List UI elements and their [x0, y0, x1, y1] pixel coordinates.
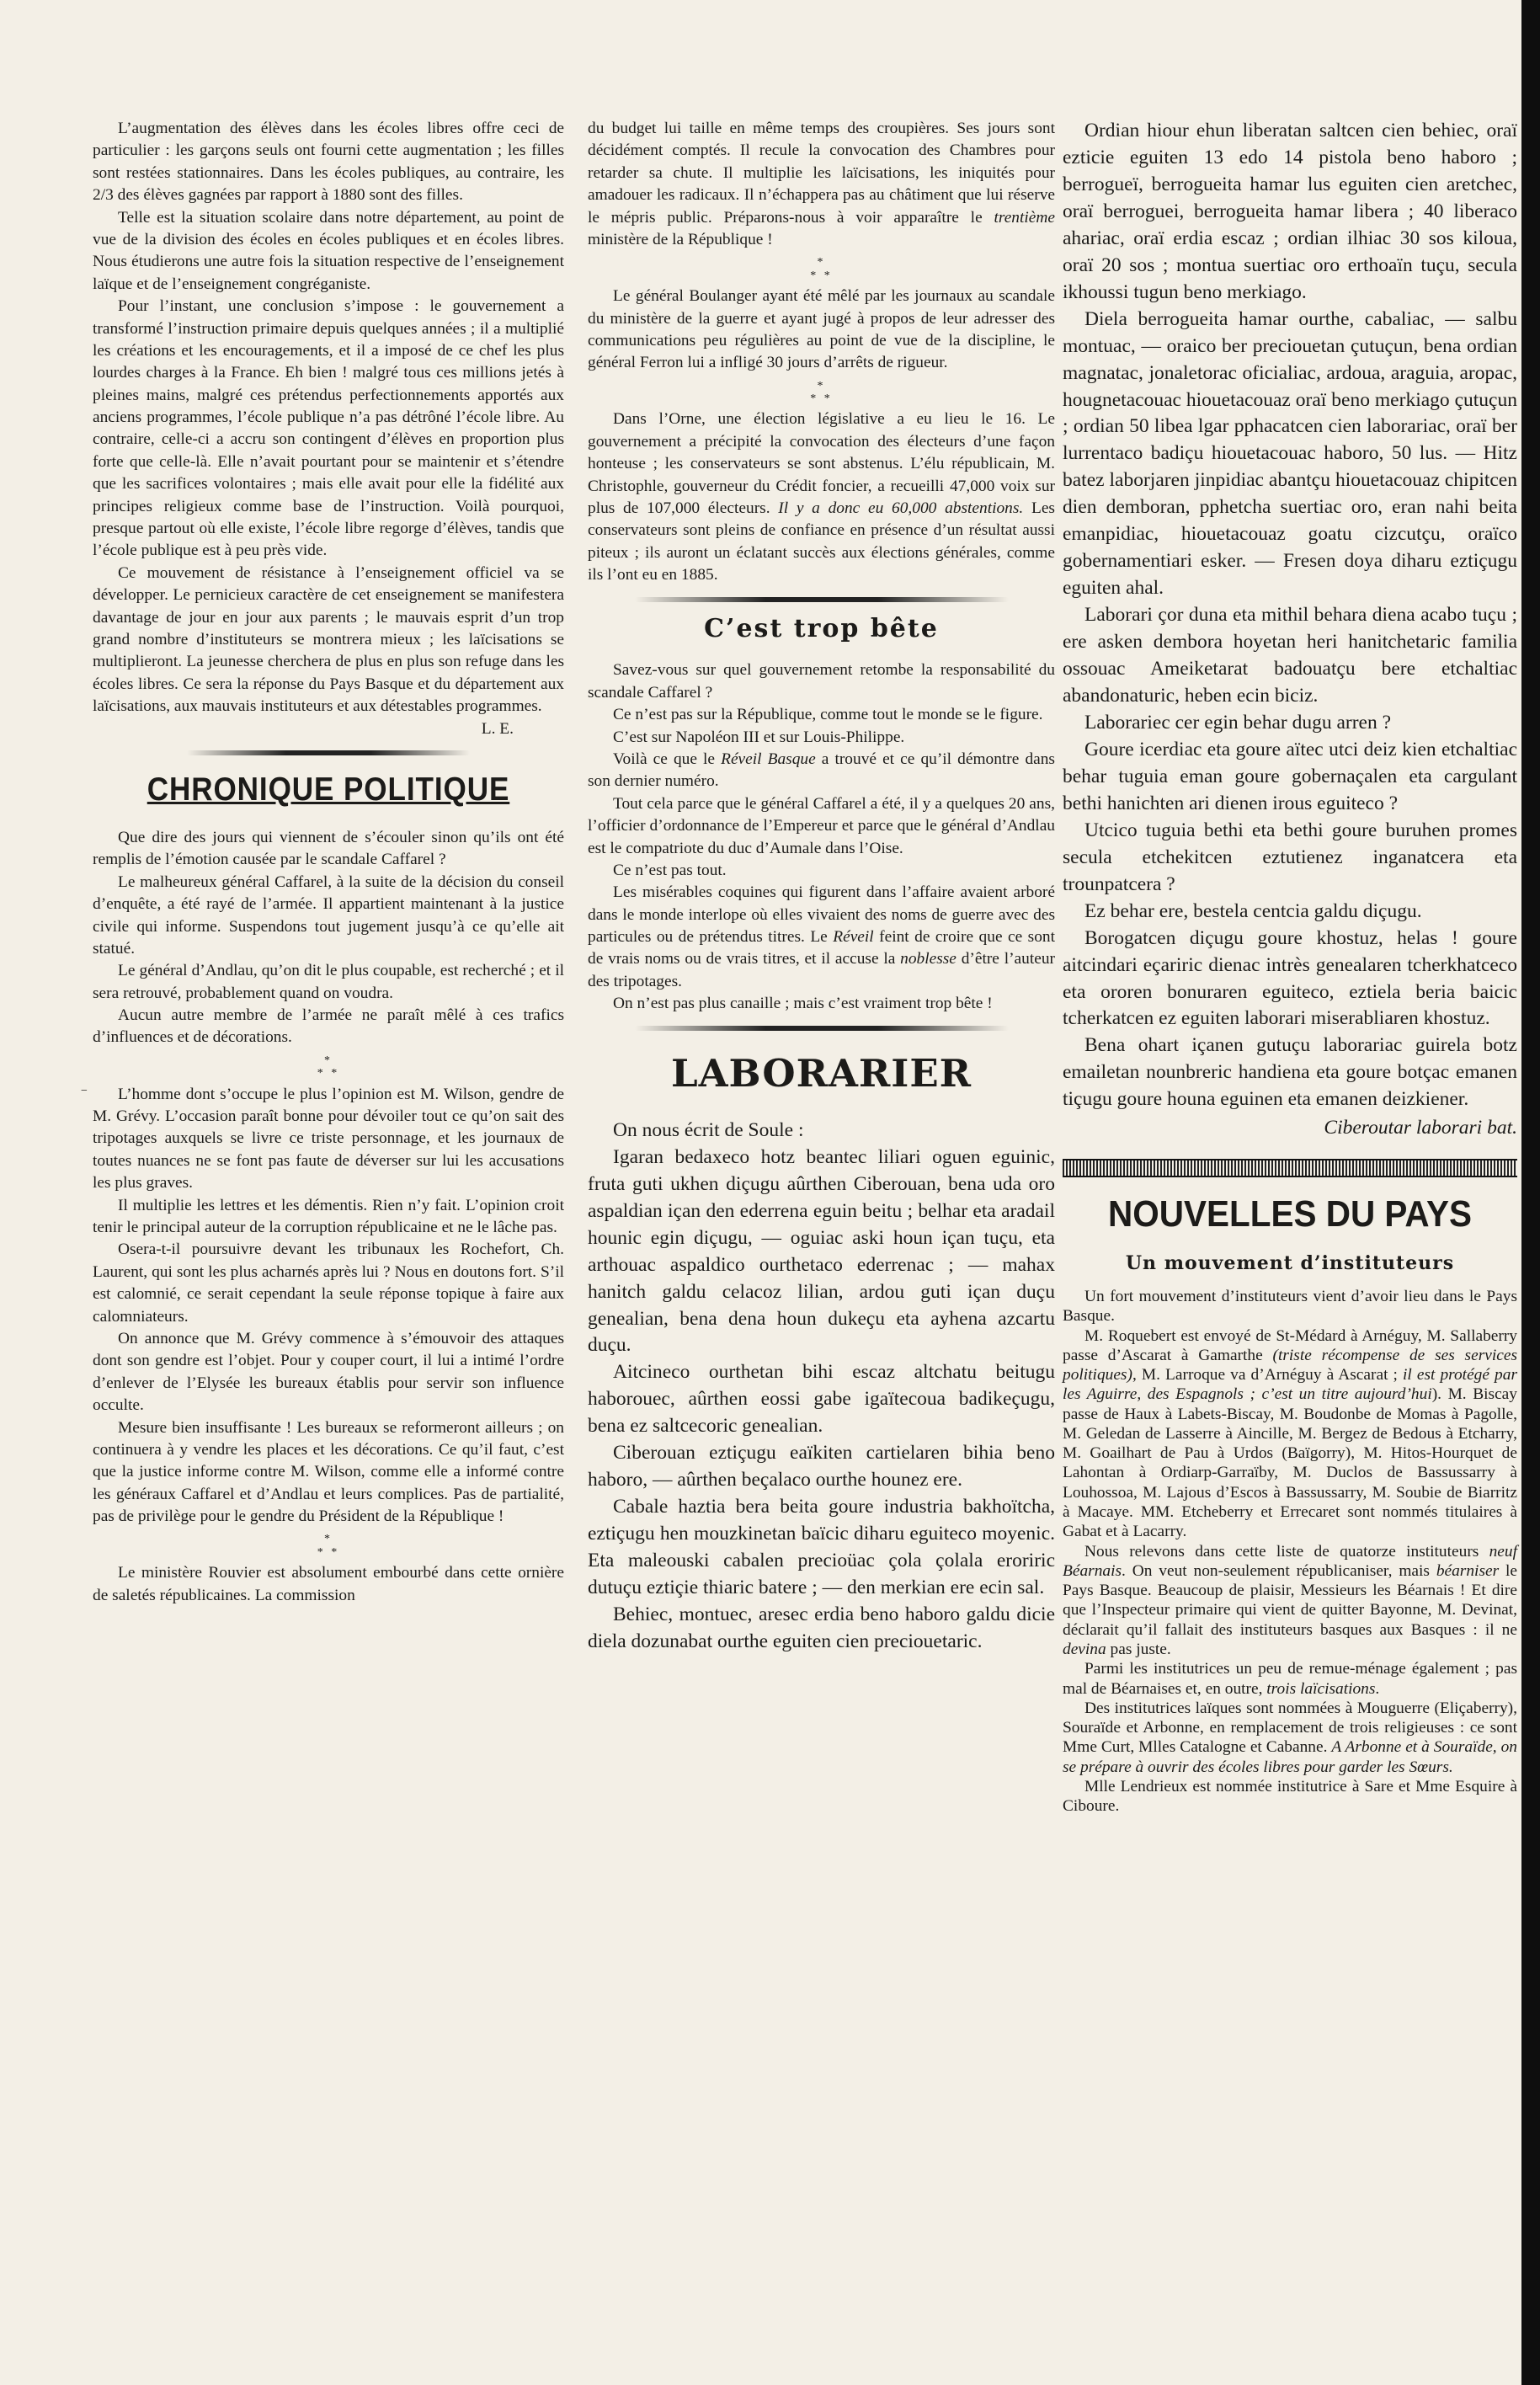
paragraph: Aitcineco ourthetan bihi escaz altchatu beitugu haborouec, aûrthen eossi gabe igaïtecoua badikeçugu, bena ez saltcecoric genealian. — [588, 1361, 1055, 1438]
paragraph: Savez-vous sur quel gouvernement retombe la responsabilité du scandale Caffarel ? — [588, 661, 1055, 702]
paragraph: Goure icerdiac eta goure aïtec utci deiz kien etchaltiac behar tuguia eman goure gobernaçalen eta cargulant bethi hanichten ari dienen irous eguiteco ? — [1063, 738, 1517, 814]
paragraph: Laborariec cer egin behar dugu arren ? — [1084, 711, 1392, 734]
asterism: * * * — [810, 379, 833, 406]
paragraph: Parmi les institutrices un peu de remue-ménage également ; pas mal de Béarnaises et, en outre, trois laïcisations. — [1063, 1660, 1517, 1698]
paragraph: Tout cela parce que le général Caffarel a été, il y a quelques 20 ans, l’officier d’ordonnance de l’Empereur et parce que le général d’Andlau est le compatriote du duc d’Aumale dans l’Oise. — [588, 794, 1055, 857]
paragraph: Voilà ce que le Réveil Basque a trouvé et ce qu’il démontre dans son dernier numéro. — [588, 750, 1055, 791]
paragraph: du budget lui taille en même temps des croupières. Ses jours sont décidément comptés. Il recule la convocation des Chambres pour retarder sa chute. Il multiplie les laïcisations, les iniquités pour amadouer les radicaux. Il n’échappera pas au châtiment que lui réserve le mépris public. Préparons-nous à voir apparaître le trentième ministère de la République ! — [588, 120, 1055, 248]
paragraph: Nous relevons dans cette liste de quatorze instituteurs neuf Béarnais. On veut non-seulement républicaniser, mais béarniser le Pays Basque. Beaucoup de plaisir, Messieurs les Béarnais ! Et dire que l’Inspecteur primaire qui vient de quitter Bayonne, M. Devinat, déclarait qu’il fallait des instituteurs basques aux Basques : il ne devina pas juste. — [1063, 1542, 1517, 1659]
paragraph: Ce mouvement de résistance à l’enseignement officiel va se développer. Le pernicieux caractère de cet enseignement se manifestera davantage de jour en jour aux parents ; le mauvais esprit d’un trop grand nombre d’instituteurs se montrera mieux ; les laïcisations se multiplieront. La jeunesse cherchera de plus en plus son refuge dans les écoles libres. Ce sera la réponse du Pays Basque et du département aux laïcisations, aux mauvais instituteurs et aux détestables programmes. — [93, 563, 564, 716]
paragraph: L’augmentation des élèves dans les écoles libres offre ceci de particulier : les garçons seuls ont fourni cette augmentation ; les filles sont restées stationnaires. Dans les écoles publiques, au contraire, les 2/3 des élèves gagnées par rapport à 1880 sont des filles. — [93, 120, 564, 205]
paragraph: Pour l’instant, une conclusion s’impose : le gouvernement a transformé l’instruction primaire depuis quelques années ; il a multiplié les créations et les encouragements, et il a imposé de ce chef les plus lourdes charges à la France. Eh bien ! malgré tous ces millions jetés à pleines mains, malgré ces prétendus perfectionnements apportés aux anciens programmes, l’école publique n’a pas détrôné l’école libre. Au contraire, celle-ci a accru son contingent d’élèves en proportion plus forte que celle-là. Elle n’avait pourtant pour se maintenir et s’étendre que les sacrifices volontaires ; mais elle avait pour elle la fidélité aux principes religieux comme base de l’instruction. Voilà pourquoi, presque partout où elle existe, l’école libre regorge d’élèves, tandis que l’école publique est à peu près vide. — [93, 297, 564, 560]
paragraph: Telle est la situation scolaire dans notre département, au point de vue de la division des écoles en écoles publiques et en écoles libres. Nous étudierons une autre fois la situation respective de l’enseignement laïque et de l’enseignement congréganiste. — [93, 208, 564, 293]
section-heading-nouvelles: NOUVELLES DU PAYS — [1108, 1193, 1472, 1235]
asterism: * * * — [317, 1533, 340, 1559]
paragraph: Le malheureux général Caffarel, à la suite de la décision du conseil d’enquête, a été rayé de l’armée. Il appartient maintenant à la justice civile qui informe. Suspendons tout jugement jusqu’à ce qu’elle ait statué. — [93, 872, 564, 958]
section-divider — [635, 1026, 1009, 1031]
section-divider — [187, 750, 470, 755]
section-heading-chronique: CHRONIQUE POLITIQUE — [147, 771, 510, 808]
article-signature-line — [93, 718, 564, 740]
paragraph: C’est sur Napoléon III et sur Louis-Philippe. — [613, 728, 905, 746]
article-signature: L. E. — [481, 719, 514, 738]
paragraph: Aucun autre membre de l’armée ne paraît mêlé à ces trafics d’influences et de décorations. — [93, 1006, 564, 1047]
article-signature: Ciberoutar laborari bat. — [1324, 1117, 1517, 1139]
margin-mark: − — [81, 1085, 88, 1097]
laborarier-body — [588, 1118, 1055, 1656]
article-subheading: Un mouvement d’instituteurs — [1125, 1252, 1455, 1275]
paragraph: Cabale haztia bera beita goure industria bakhoïtcha, eztiçugu hen mouzkinetan baïcic diharu eguiteco moyenic. Eta maleouski cabalen precioüac çola çolala eroriric dutuçu eztiçie thiaric batere ; — den merkian ere ecin sal. — [588, 1496, 1055, 1599]
paragraph: Des institutrices laïques sont nommées à Mouguerre (Eliçaberry), Souraïde et Arbonne, en remplacement de trois religieuses : ce sont Mme Curt, Mlles Catalogne et Cabanne. A Arbonne et à Souraïde, on se prépare à ouvrir des écoles libres pour garder les Sœurs. — [1063, 1699, 1517, 1776]
paragraph: M. Roquebert est envoyé de St-Médard à Arnéguy, M. Sallaberry passe d’Ascarat à Gamarthe (triste récompense de ses services politiques), M. Larroque va d’Arnéguy à Ascarat ; il est protégé par les Aguirre, des Espagnols ; c’est un titre aujourd’hui). M. Biscay passe de Haux à Labets-Biscay, M. Boudonbe de Momas à Pagolle, M. Geledan de Lasserre à Aincille, M. Bergez de Bedous à Etcharry, M. Goailhart de Pau à Urdos (Baïgorry), M. Hitos-Hourquet de Lahontan à Ordiarp-Garraïby, M. Duclos de Bassussarry à Louhossoa, M. Lajous d’Escos à Bassussarry, M. Soubie de Biarritz à Macaye. MM. Etcheberry et Errecaret sont nommés titulaires à Gabat et à Lacarry. — [1063, 1326, 1517, 1541]
paragraph: Que dire des jours qui viennent de s’écouler sinon qu’ils ont été remplis de l’émotion causée par le scandale Caffarel ? — [93, 828, 564, 869]
asterism: * * * — [317, 1054, 340, 1080]
paragraph: Il multiplie les lettres et les démentis. Rien n’y fait. L’opinion croit tenir le principal auteur de la corruption républicaine et ne le lâche pas. — [93, 1196, 564, 1236]
paragraph: Behiec, montuec, aresec erdia beno haboro galdu dicie diela dozunabat ourthe eguiten cien preciouetaric. — [588, 1603, 1055, 1652]
paragraph: Mesure bien insuffisante ! Les bureaux se reformeront ailleurs ; on continuera à y vendre les places et les décorations. Ce qu’il faut, c’est que la justice informe contre M. Wilson, comme elle a informé contre les généraux Caffarel et d’Andlau et leurs complices. Pas de partialité, pas de privilège pour le gendre du Président de la République ! — [93, 1418, 564, 1526]
paragraph: Ordian hiour ehun liberatan saltcen cien behiec, oraï ezticie eguiten 13 edo 14 pistola beno haboro ; berrogueï, berrogueita hamar lus eguiten cien aretchec, oraï berroguei, berrogueita hamar libera ; 40 liberaco ahariac, oraï erdia escaz ; ordian ilhiac 30 sos kiloua, oraï 20 sos ; montua suertiac oro erthoaïn tuçu, secula ikhoussi tugun beno merkiago. — [1063, 120, 1517, 303]
paragraph: L’homme dont s’occupe le plus l’opinion est M. Wilson, gendre de M. Grévy. L’occasion paraît bonne pour dévoiler tout ce qu’on sait des tripotages auxquels se livre ce triste personnage, et les journaux de toutes nuances ne se font pas faute de déverser sur lui les accusations les plus graves. — [93, 1085, 564, 1192]
article-heading-laborarier: LABORARIER — [670, 1050, 972, 1096]
paragraph: Mlle Lendrieux est nommée institutrice à Sare et Mme Esquire à Ciboure. — [1063, 1777, 1517, 1816]
column-2 — [588, 118, 1055, 1656]
paragraph: Le général Boulanger ayant été mêlé par les journaux au scandale du ministère de la guerre et ayant jugé à propos de leur adresser des communications peu régulières au point de vue de la discipline, le général Ferron lui a infligé 30 jours d’arrêts de rigueur. — [588, 287, 1055, 372]
page-edge — [1521, 0, 1540, 2385]
asterism: * * * — [810, 256, 833, 282]
paragraph: Ce n’est pas tout. — [613, 861, 727, 879]
paragraph: Dans l’Orne, une élection législative a eu lieu le 16. Le gouvernement a précipité la convocation des électeurs d’une façon honteuse ; les conservateurs se sont abstenus. L’élu républicain, M. Christophle, gouverneur du Crédit foncier, a recueilli 47,000 voix sur plus de 107,000 électeurs. Il y a donc eu 60,000 abstentions. Les conservateurs sont pleins de confiance en présence d’un résultat aussi piteux ; ils auront un éclatant succès aux élections générales, comme ils l’ont eu en 1885. — [588, 410, 1055, 584]
paragraph: Ez behar ere, bestela centcia galdu diçugu. — [1084, 899, 1422, 922]
article-heading-trop-bete: C’est trop bête — [704, 613, 939, 643]
paragraph: On annonce que M. Grévy commence à s’émouvoir des attaques dont son gendre est l’objet. Pour y couper court, il lui a intimé l’ordre d’enlever de l’Elysée les bureaux établis pour servir son influence occulte. — [93, 1329, 564, 1415]
paragraph: Ce n’est pas sur la République, comme tout le monde se le figure. — [613, 706, 1043, 724]
paragraph: Ciberouan eztiçugu eaïkiten cartielaren bihia beno haboro, — aûrthen beçalaco ourthe hounez ere. — [588, 1442, 1055, 1491]
paragraph: On nous écrit de Soule : — [613, 1118, 804, 1141]
paragraph: Igaran bedaxeco hotz beantec liliari oguen eguinic, fruta guti ukhen diçugu aûrthen Ciberouan, bena uda oro aspaldian içan den ederrena eguin beitu ; belhar eta aradail hounic egin diçugu, — oguiac aski houn içan tuçu, eta arthouac aspaldico ourthetaco ederrenac ; — mahax hanitch galdu celacoz lilian, ardou guti içan duçu genealian, bena dena houn dukeçu eta ayhena azcartu duçu. — [588, 1145, 1055, 1357]
paragraph: Diela berrogueita hamar ourthe, cabaliac, — salbu montuac, — oraico ber preciouetan çutuçun, bena ordian magnatac, jonaletorac oficialiac, ardoua, araguia, aropac, hougnetacouac hiouetacouaz oraï beno merkiago çutuçun ; ordian 50 libea lgar pphacatcen cien laborariac, oraï ber lurrentaco badiçu hiouetacouac haboro, 50 lus. — Hitz batez laborjaren jinpidiac abantçu hiouetacouaz chipitcen dien demboran, pphetcha suertiac oro, eran nahi beita emanpidiac, hiouetacouaz goatu cizcutçu, oraïco gobernamentiari esker. — Fresen doya diharu eztiçugu eguiten ahal. — [1063, 307, 1517, 600]
paragraph: Les misérables coquines qui figurent dans l’affaire avaient arboré dans le monde interlope où elles vivaient des noms de guerre avec des particules ou de prétendus titres. Le Réveil feint de croire que ce sont de vrais noms ou de vrais titres, et il accuse la noblesse d’être l’auteur des tripotages. — [588, 883, 1056, 990]
nouvelles-body — [1063, 1287, 1517, 1817]
paragraph: Osera-t-il poursuivre devant les tribunaux les Rochefort, Ch. Laurent, qui sont les plus acharnés après lui ? Nous en doutons fort. S’il est calomnié, ce serait cependant la seule réponse topique à faire aux calomniateurs. — [93, 1241, 564, 1326]
section-divider-hatched — [1063, 1159, 1517, 1177]
paragraph: On n’est pas plus canaille ; mais c’est vraiment trop bête ! — [613, 995, 993, 1013]
column-3 — [1063, 118, 1517, 1817]
paragraph: Bena ohart içanen gutuçu laborariac guirela botz emailetan nounbreric handiena eta goure botçac emanen tiçugu goure houna eguinen eta emanen deizkiener. — [1063, 1034, 1517, 1111]
paragraph: Le général d’Andlau, qu’on dit le plus coupable, est recherché ; et il sera retrouvé, probablement quand on voudra. — [93, 962, 564, 1002]
section-divider — [635, 597, 1009, 602]
paragraph: Utcico tuguia bethi eta bethi goure buruhen promes secula etchekitcen eztutienez inganatcera eta trounpatcera ? — [1063, 819, 1517, 895]
paragraph: Laborari çor duna eta mithil behara diena acabo tuçu ; ere asken dembora hoyetan heri hanitchetaric familia ossouac Ameiketarat badouatçu bere etchaltiac abandonaturic, heben ecin biciz. — [1063, 604, 1517, 707]
paragraph: Un fort mouvement d’instituteurs vient d’avoir lieu dans le Pays Basque. — [1063, 1287, 1517, 1326]
paragraph: Le ministère Rouvier est absolument embourbé dans cette ornière de saletés républicaines. La commission — [93, 1564, 564, 1604]
paragraph: Borogatcen diçugu goure khostuz, helas ! goure aitcindari eçariric dienac intrès genealaren tcherkhatceco eta ororen bonuraren eguiteco, eztiela beria baicic tcherkatcen ez eguiten laborari miserabliaren khostuz. — [1063, 926, 1517, 1030]
column-1 — [93, 118, 564, 1607]
